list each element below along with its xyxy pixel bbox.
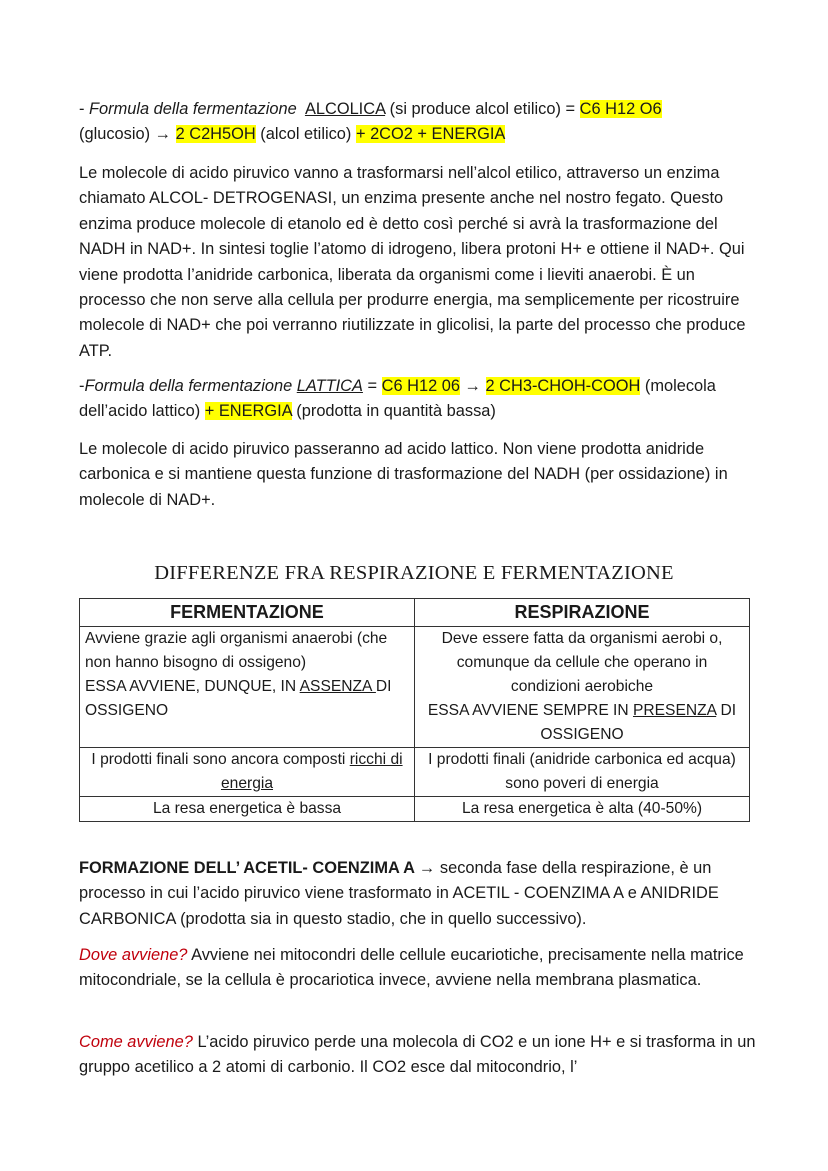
cell-respirazione-resa: La resa energetica è alta (40-50%) (415, 797, 750, 822)
highlight-glucosio: C6 H12 O6 (579, 100, 662, 118)
header-fermentazione: FERMENTAZIONE (80, 599, 415, 627)
paragraph-alcolica: Le molecole di acido piruvico vanno a trasformarsi nell’alcol etilico, attraverso un enzima chiamato ALCOL- DETROGENASI, un enzima presente anche nel nostro fegato. Questo enzima produce molecole di etanolo ed è detto così perché si avrà la trasformazione del NADH in NAD+. In sintesi toglie l’atomo di idrogeno, libera protoni H+ e ottiene il NAD+. Qui viene prodotta l’anidride carbonica, liberata da organismi come i lieviti anaerobi. È un processo che non serve alla cellula per produrre energia, ma semplicemente per ricostruire molecole di NAD+ che poi verranno riutilizzate in glicolisi, la parte del processo che produce ATP. (79, 164, 746, 360)
paragraph-acetil: FORMAZIONE DELL’ ACETIL- COENZIMA A → seconda fase della respirazione, è un processo in cui l’acido piruvico viene trasformato in ACETIL - COENZIMA A e ANIDRIDE CARBONICA (prodotta sia in questo stadio, che in quello successivo). (79, 859, 719, 928)
lattica-keyword: LATTICA (296, 377, 363, 395)
question-dove: Dove avviene? (79, 946, 188, 964)
question-come: Come avviene? (79, 1033, 193, 1051)
cell-respirazione-organismi: Deve essere fatta da organismi aerobi o, comunque da cellule che operano in condizioni aerobiche ESSA AVVIENE SEMPRE IN PRESENZA DI OSSIGENO (415, 627, 750, 748)
highlight-etanolo: 2 C2H5OH (175, 125, 256, 144)
cell-fermentazione-resa: La resa energetica è bassa (80, 797, 415, 822)
highlight-glucosio-2: C6 H12 06 (381, 377, 460, 395)
highlight-co2-energia: + 2CO2 + ENERGIA (355, 125, 506, 144)
lattica-formula: -Formula della fermentazione LATTICA = C6 H12 06 → 2 CH3-CHOH-COOH (molecola dell’acido lattico) + ENERGIA (prodotta in quantità bassa) (79, 377, 716, 421)
table-row (80, 627, 750, 748)
table-header-row (80, 599, 750, 627)
table-row (80, 748, 750, 797)
comparison-table (79, 598, 750, 822)
acetil-heading: FORMAZIONE DELL’ ACETIL- COENZIMA A → (79, 859, 436, 877)
highlight-energia: + ENERGIA (204, 402, 292, 421)
highlight-acido-lattico: 2 CH3-CHOH-COOH (485, 377, 641, 395)
section-title: DIFFERENZE FRA RESPIRAZIONE E FERMENTAZIONE (154, 562, 674, 584)
alcolica-keyword: ALCOLICA (304, 100, 386, 118)
cell-fermentazione-prodotti: I prodotti finali sono ancora composti ricchi di energia (80, 748, 415, 797)
paragraph-lattica: Le molecole di acido piruvico passeranno ad acido lattico. Non viene prodotta anidride carbonica e si mantiene questa funzione di trasformazione del NADH (per ossidazione) in molecole di NAD+. (79, 440, 728, 509)
cell-fermentazione-organismi: Avviene grazie agli organismi anaerobi (che non hanno bisogno di ossigeno) ESSA AVVIENE, DUNQUE, IN ASSENZA DI OSSIGENO (80, 627, 415, 748)
paragraph-come: Come avviene? L’acido piruvico perde una molecola di CO2 e un ione H+ e si trasforma in un gruppo acetilico a 2 atomi di carbonio. Il CO2 esce dal mitocondrio, l’ (79, 1033, 756, 1077)
paragraph-dove: Dove avviene? Avviene nei mitocondri delle cellule eucariotiche, precisamente nella matrice mitocondriale, se la cellula è procariotica invece, avviene nella membrana plasmatica. (79, 946, 744, 990)
cell-respirazione-prodotti: I prodotti finali (anidride carbonica ed acqua) sono poveri di energia (415, 748, 750, 797)
header-respirazione: RESPIRAZIONE (415, 599, 750, 627)
alcolica-formula: - Formula della fermentazione ALCOLICA (si produce alcol etilico) = C6 H12 O6 (glucosio) → 2 C2H5OH (alcol etilico) + 2CO2 + ENERGIA (79, 100, 662, 144)
table-row (80, 797, 750, 822)
